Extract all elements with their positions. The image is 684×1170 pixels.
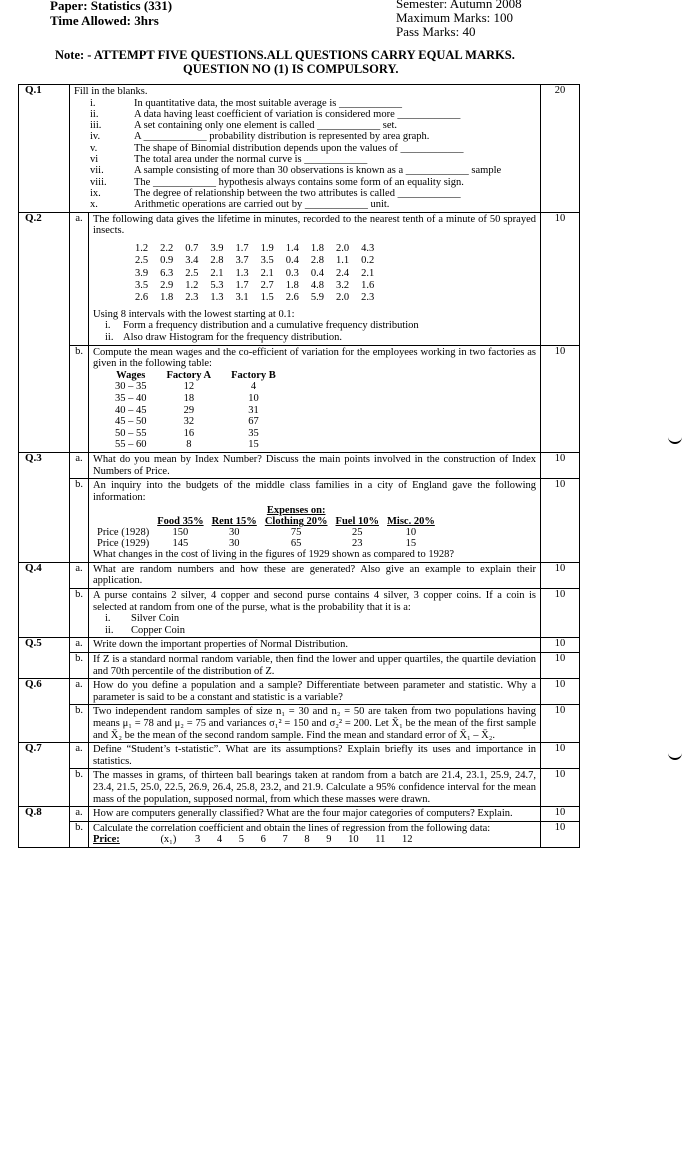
question-row xyxy=(19,821,580,847)
part-label: b. xyxy=(70,705,89,743)
question-body: Two independent random samples of size n₁ = 30 and n₂ = 50 are taken from two populations having means μ₁ = 78 and μ₂ = 75 and variances σ₁² = 150 and σ₂² = 200. Let X̄₁ be the mean of the first sample and X̄₂ be the mean of the second random sample. Find the mean and standard error of X̄₁ – X̄₂. xyxy=(89,705,541,743)
question-row xyxy=(19,212,580,345)
table-row: Wages Factory A Factory B xyxy=(116,369,276,381)
list-item: viii. The ____________ hypothesis always contains some form of an equality sign. xyxy=(90,176,464,188)
page-edge-mark xyxy=(668,432,682,444)
table-row: 2.6 1.8 2.3 1.3 3.1 1.5 2.6 5.9 2.0 2.3 xyxy=(135,292,375,304)
list-item: ii. A data having least coefficient of variation is considered more ____________ xyxy=(90,108,461,120)
question-row xyxy=(19,452,580,478)
marks: 10 xyxy=(541,345,580,452)
marks: 10 xyxy=(541,479,580,563)
question-body: What are random numbers and how these are generated? Also give an example to explain their application. xyxy=(89,562,541,588)
lifetime-data-table xyxy=(135,243,386,305)
part-label: a. xyxy=(70,452,89,478)
table-row: 35 – 40 18 10 xyxy=(115,392,259,404)
question-row xyxy=(19,653,580,679)
table-row: 55 – 60 8 15 xyxy=(115,439,259,451)
list-item: x. Arithmetic operations are carried out by ____________ unit. xyxy=(90,199,390,211)
list-item: vii. A sample consisting of more than 30 observations is known as a ____________ sample xyxy=(90,165,502,177)
question-number: Q.7 xyxy=(19,743,70,807)
marks: 10 xyxy=(541,705,580,743)
table-row: 1.2 2.2 0.7 3.9 1.7 1.9 1.4 1.8 2.0 4.3 xyxy=(135,242,375,254)
list-item: iv. A ____________ probability distribution is represented by area graph. xyxy=(90,131,430,143)
table-row: 30 – 35 12 4 xyxy=(115,381,257,393)
question-body: How do you define a population and a sample? Differentiate between parameter and statistic. Why a parameter is said to be a constant and statistic is a variable? xyxy=(89,679,541,705)
question-body: Compute the mean wages and the co-efficient of variation for the employees working in two factories as given in the following table: Wages Factory A Factory B 30 – 35 12 4 35 – 40 18 10 40 – 45 29 31 45 – 50 32 67 50 – 55 16 35 55 – 60 8 15 xyxy=(89,345,541,452)
time-allowed: Time Allowed: 3hrs xyxy=(50,13,159,28)
question-body: Calculate the correlation coefficient and obtain the lines of regression from the following data: Price: (x₁) 3 4 5 6 7 8 9 10 11 12 xyxy=(89,821,541,847)
paper-title: Paper: Statistics (331) xyxy=(50,0,173,13)
part-label: b. xyxy=(70,589,89,638)
wages-table xyxy=(115,370,296,451)
question-body: How are computers generally classified? What are the four major categories of computers? Explain. xyxy=(89,807,541,822)
part-label: b. xyxy=(70,345,89,452)
part-label: a. xyxy=(70,212,89,345)
part-label: a. xyxy=(70,679,89,705)
question-number: Q.6 xyxy=(19,679,70,743)
question-body: What do you mean by Index Number? Discuss the main points involved in the construction of Index Numbers of Price. xyxy=(89,452,541,478)
blanks-list xyxy=(74,98,536,211)
part-label: b. xyxy=(70,653,89,679)
list-item: vi The total area under the normal curve is ____________ xyxy=(90,154,368,166)
question-body: Write down the important properties of Normal Distribution. xyxy=(89,638,541,653)
question-number: Q.1 xyxy=(19,85,70,213)
table-row: 2.5 0.9 3.4 2.8 3.7 3.5 0.4 2.8 1.1 0.2 xyxy=(135,255,375,267)
question-row xyxy=(19,807,580,822)
question-row xyxy=(19,679,580,705)
budget-table xyxy=(93,505,439,549)
question-row xyxy=(19,85,580,213)
questions-table xyxy=(18,84,580,848)
question-row xyxy=(19,479,580,563)
question-body xyxy=(70,85,541,213)
question-body: A purse contains 2 silver, 4 copper and second purse contains 4 silver, 3 copper coins. If a coin is selected at random from one of the purse, what is the probability that it is a: i. Silver Coin ii. Copper Coin xyxy=(89,589,541,638)
marks: 10 xyxy=(541,769,580,807)
table-row: 45 – 50 32 67 xyxy=(115,416,259,428)
part-label: b. xyxy=(70,479,89,563)
question-row xyxy=(19,345,580,452)
maximum-marks: Maximum Marks: 100 xyxy=(396,10,513,25)
table-row: Price (1929) 145 30 65 23 15 xyxy=(97,538,417,550)
question-number: Q.3 xyxy=(19,452,70,562)
question-body: The following data gives the lifetime in minutes, recorded to the nearest tenth of a minute of 50 sprayed insects. 1.2 2.2 0.7 3.9 1.7 1.9 1.4 1.8 2.0 4.3 2.5 0.9 3.4 2.8 3.7 3.5 0.4 2.8 1.1 0.2 3.9 6.3 2.5 2.1 1.3 2.1 0.3 0.4 2.4 2.1 3.5 2.9 1.2 5.3 1.7 2.7 1.8 4.8 3.2 1.6 2.6 1.8 2.3 1.3 3.1 1.5 2.6 5.9 2.0 2.3 Using 8 intervals with the lowest starting at 0.1: i. Form a frequency distribution and a cumulative frequency distribution ii. Also draw Histogram for the frequency distribution. xyxy=(89,212,541,345)
marks: 10 xyxy=(541,743,580,769)
marks: 10 xyxy=(541,589,580,638)
note-line-1: Note: - ATTEMPT FIVE QUESTIONS.ALL QUESTIONS CARRY EQUAL MARKS. xyxy=(55,48,515,62)
price-label: Price: xyxy=(93,834,120,846)
note-line-2: QUESTION NO (1) IS COMPULSORY. xyxy=(183,62,399,76)
question-number: Q.5 xyxy=(19,638,70,679)
table-row: 3.5 2.9 1.2 5.3 1.7 2.7 1.8 4.8 3.2 1.6 xyxy=(135,279,375,291)
table-row: 50 – 55 16 35 xyxy=(115,427,259,439)
part-label: a. xyxy=(70,743,89,769)
part-label: b. xyxy=(70,769,89,807)
price-var: (x₁) xyxy=(160,834,177,846)
marks: 10 xyxy=(541,638,580,653)
question-row xyxy=(19,705,580,743)
marks: 10 xyxy=(541,212,580,345)
list-item: iii. A set containing only one element is called ____________ set. xyxy=(90,120,398,132)
question-number: Q.2 xyxy=(19,212,70,452)
marks: 10 xyxy=(541,807,580,822)
question-row xyxy=(19,638,580,653)
page-edge-mark xyxy=(668,748,682,760)
list-item: i. Silver Coin xyxy=(105,613,180,625)
list-item: ii. Also draw Histogram for the frequency distribution. xyxy=(105,331,342,343)
price-row: Price: (x₁) 3 4 5 6 7 8 9 10 11 12 xyxy=(93,834,413,846)
part-label: a. xyxy=(70,638,89,653)
instructions-note xyxy=(55,48,555,76)
question-number: Q.4 xyxy=(19,562,70,638)
question-body: The masses in grams, of thirteen ball bearings taken at random from a batch are 21.4, 23.1, 25.9, 24.7, 23.4, 21.5, 25.0, 22.5, 26.9, 26.4, 25.8, 23.2, and 21.9. Calculate a 95% confidence interval for the mean mass of the population, supposed normal, from which these masses were drawn. xyxy=(89,769,541,807)
list-item: i. Form a frequency distribution and a cumulative frequency distribution xyxy=(105,320,419,332)
semester: Semester: Autumn 2008 xyxy=(396,0,522,11)
exam-header-left xyxy=(50,0,172,28)
marks: 10 xyxy=(541,562,580,588)
part-label: a. xyxy=(70,562,89,588)
question-body: Define “Student’s t-statistic”. What are its assumptions? Explain briefly its uses and importance in statistics. xyxy=(89,743,541,769)
pass-marks: Pass Marks: 40 xyxy=(396,24,476,39)
marks: 10 xyxy=(541,821,580,847)
marks: 10 xyxy=(541,679,580,705)
table-row: Price (1928) 150 30 75 25 10 xyxy=(97,527,417,539)
exam-header-right xyxy=(396,0,522,39)
part-label: a. xyxy=(70,807,89,822)
table-row xyxy=(93,505,439,516)
marks: 20 xyxy=(541,85,580,213)
table-row: Food 35% Rent 15% Clothing 20% Fuel 10% Misc. 20% xyxy=(157,516,435,528)
q1-intro: Fill in the blanks. xyxy=(74,86,148,97)
list-item: ix. The degree of relationship between the two attributes is called ____________ xyxy=(90,187,461,199)
table-row: 40 – 45 29 31 xyxy=(115,404,259,416)
part-label: b. xyxy=(70,821,89,847)
question-number: Q.8 xyxy=(19,807,70,848)
question-body: If Z is a standard normal random variable, then find the lower and upper quartiles, the quartile deviation and 70th percentile of the distribution of Z. xyxy=(89,653,541,679)
marks: 10 xyxy=(541,452,580,478)
table-row: 3.9 6.3 2.5 2.1 1.3 2.1 0.3 0.4 2.4 2.1 xyxy=(135,267,375,279)
marks: 10 xyxy=(541,653,580,679)
list-item: i. In quantitative data, the most suitable average is ____________ xyxy=(90,97,402,109)
question-row xyxy=(19,769,580,807)
list-item: ii. Copper Coin xyxy=(105,624,185,636)
question-row xyxy=(19,589,580,638)
question-row xyxy=(19,562,580,588)
question-row xyxy=(19,743,580,769)
question-body: An inquiry into the budgets of the middle class families in a city of England gave the following information: Expenses on: Food 35% Rent 15% Clothing 20% Fuel 10% Misc. 20% Price (1928) 150 30 75 25 10 Price (1929) 145 30 65 23 15 What changes in the cost of living in the figures of 1929 shown as compared to 1928? xyxy=(89,479,541,563)
list-item: v. The shape of Binomial distribution depends upon the values of ____________ xyxy=(90,142,464,154)
expenses-title: Expenses on: xyxy=(266,505,326,517)
